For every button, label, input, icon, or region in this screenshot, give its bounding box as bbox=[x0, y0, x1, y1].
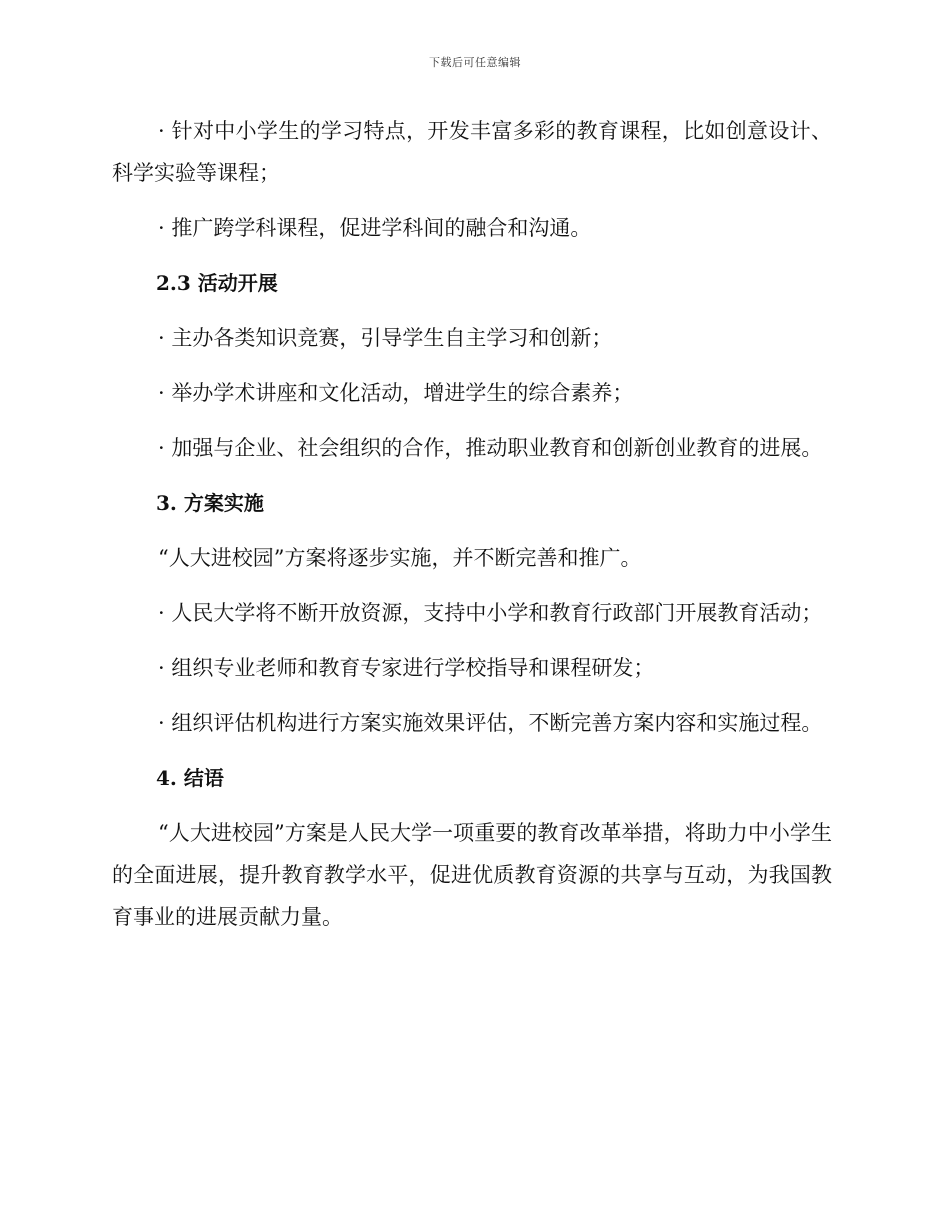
bullet-paragraph: · 组织评估机构进行方案实施效果评估，不断完善方案内容和实施过程。 bbox=[158, 711, 823, 735]
page-header: 下载后可任意编辑 bbox=[429, 56, 521, 69]
bullet-paragraph: · 推广跨学科课程，促进学科间的融合和沟通。 bbox=[158, 216, 592, 240]
bullet-paragraph: · 针对中小学生的学习特点，开发丰富多彩的教育课程，比如创意设计、科学实验等课程； bbox=[112, 119, 832, 185]
bullet-paragraph: · 组织专业老师和教育专家进行学校指导和课程研发； bbox=[158, 656, 655, 680]
body-paragraph: “人大进校园”方案将逐步实施，并不断完善和推广。 bbox=[158, 546, 642, 570]
document-body bbox=[112, 110, 832, 951]
conclusion-paragraph: “人大进校园”方案是人民大学一项重要的教育改革举措，将助力中小学生的全面进展，提升教育教学水平，促进优质教育资源的共享与互动，为我国教育事业的进展贡献力量。 bbox=[112, 821, 832, 929]
bullet-paragraph: · 主办各类知识竞赛，引导学生自主学习和创新； bbox=[158, 326, 613, 350]
section-heading: 4. 结语 bbox=[156, 766, 224, 790]
bullet-paragraph: · 人民大学将不断开放资源，支持中小学和教育行政部门开展教育活动； bbox=[158, 601, 823, 625]
bullet-paragraph: · 举办学术讲座和文化活动，增进学生的综合素养； bbox=[158, 381, 634, 405]
section-heading: 2.3 活动开展 bbox=[156, 271, 278, 295]
bullet-paragraph: · 加强与企业、社会组织的合作，推动职业教育和创新创业教育的进展。 bbox=[158, 436, 823, 460]
section-heading: 3. 方案实施 bbox=[156, 491, 264, 515]
